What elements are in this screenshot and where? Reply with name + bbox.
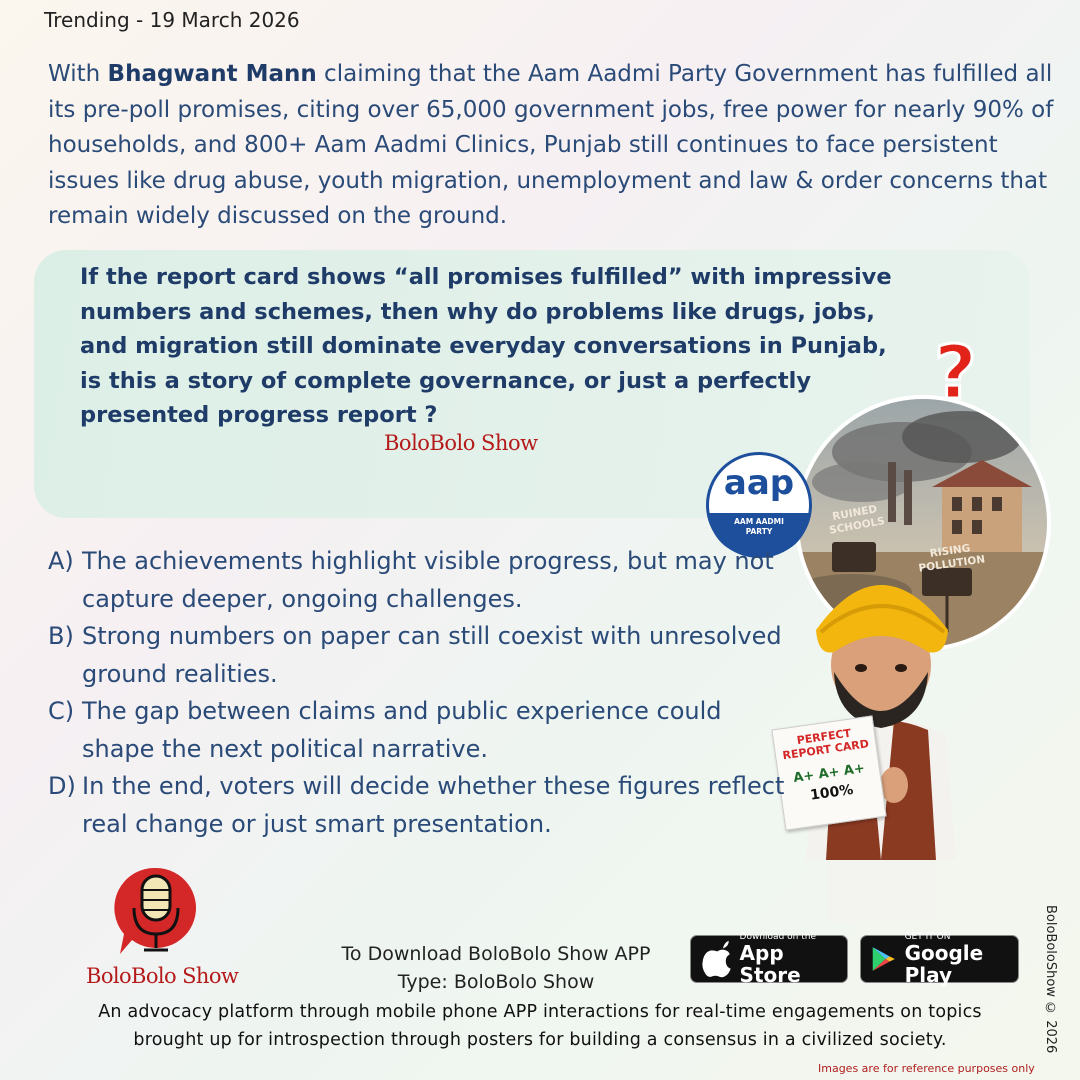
report-card	[771, 715, 886, 830]
party-logo-name: AAM AADMI PARTY	[734, 517, 784, 536]
app-store-small: Download on the	[739, 932, 816, 942]
option-letter: A)	[48, 547, 74, 575]
google-play-small: GET IT ON	[904, 932, 951, 942]
party-logo-abbr: aap	[723, 463, 795, 503]
footer-line-1: An advocacy platform through mobile phone APP interactions for real-time engagements on topics	[98, 1002, 982, 1022]
option-c	[48, 693, 788, 768]
apple-icon	[701, 939, 734, 979]
footer-text	[0, 998, 1080, 1054]
option-text: The gap between claims and public experience could shape the next political narrative.	[82, 697, 722, 763]
option-d	[48, 768, 788, 843]
microphone-icon	[110, 864, 202, 960]
intro-lead: With	[48, 61, 108, 87]
copyright-notice	[1043, 905, 1067, 1065]
option-b	[48, 618, 788, 693]
option-text: In the end, voters will decide whether these figures reflect real change or just smart presentation.	[82, 772, 785, 838]
option-letter: B)	[48, 622, 74, 650]
intro-paragraph	[48, 57, 1058, 235]
app-store-button[interactable]	[690, 932, 848, 987]
intro-name: Bhagwant Mann	[107, 61, 317, 87]
option-letter: C)	[48, 697, 75, 725]
report-card-score: 100%	[809, 781, 855, 804]
copyright-text: BoloBoloShow © 2026	[1043, 905, 1058, 1054]
brand-logo-text: BoloBolo Show	[86, 964, 239, 988]
google-play-big: Google Play	[904, 941, 984, 987]
intro-body: claiming that the Aam Aadmi Party Government has fulfilled all its pre-poll promises, citing over 65,000 government jobs, free power for nearly 90% of households, and 800+ Aam Aadmi Clinics, Punjab still continues to face persistent issues like drug abuse, youth migration, unemployment and law & order concerns that remain widely discussed on the ground.	[48, 61, 1054, 229]
question-text: If the report card shows “all promises fulfilled” with impressive numbers and schemes, then why do problems like drugs, jobs, and migration still dominate everyday conversations in Punjab, is this a story of complete governance, or just a perfectly presented progress report ?	[80, 264, 892, 428]
download-instructions	[300, 940, 692, 996]
download-line-1: To Download BoloBolo Show APP	[341, 943, 651, 965]
options-list	[48, 543, 788, 843]
report-card-grades: A+ A+ A+	[792, 761, 866, 786]
trending-date: Trending - 19 March 2026	[44, 8, 300, 32]
disclaimer-text: Images are for reference purposes only	[818, 1062, 1035, 1075]
sign-rising-pollution: RISING POLLUTION	[917, 542, 986, 575]
footer-line-2: brought up for introspection through posters for building a consensus in a civilized society.	[133, 1030, 947, 1050]
sign-ruined-schools: RUINED SCHOOLS	[828, 503, 886, 537]
app-store-big: App Store	[739, 941, 801, 987]
question-mark-icon: ?	[934, 330, 977, 416]
google-play-button[interactable]	[860, 932, 1019, 987]
report-card-title: PERFECT REPORT CARD	[781, 726, 870, 763]
download-line-2: Type: BoloBolo Show	[397, 971, 595, 993]
google-play-icon	[871, 943, 897, 975]
option-a	[48, 543, 788, 618]
option-text: The achievements highlight visible progress, but may not capture deeper, ongoing challenges.	[82, 547, 774, 613]
option-letter: D)	[48, 772, 76, 800]
option-text: Strong numbers on paper can still coexist with unresolved ground realities.	[82, 622, 782, 688]
question-brand: BoloBolo Show	[384, 431, 538, 455]
